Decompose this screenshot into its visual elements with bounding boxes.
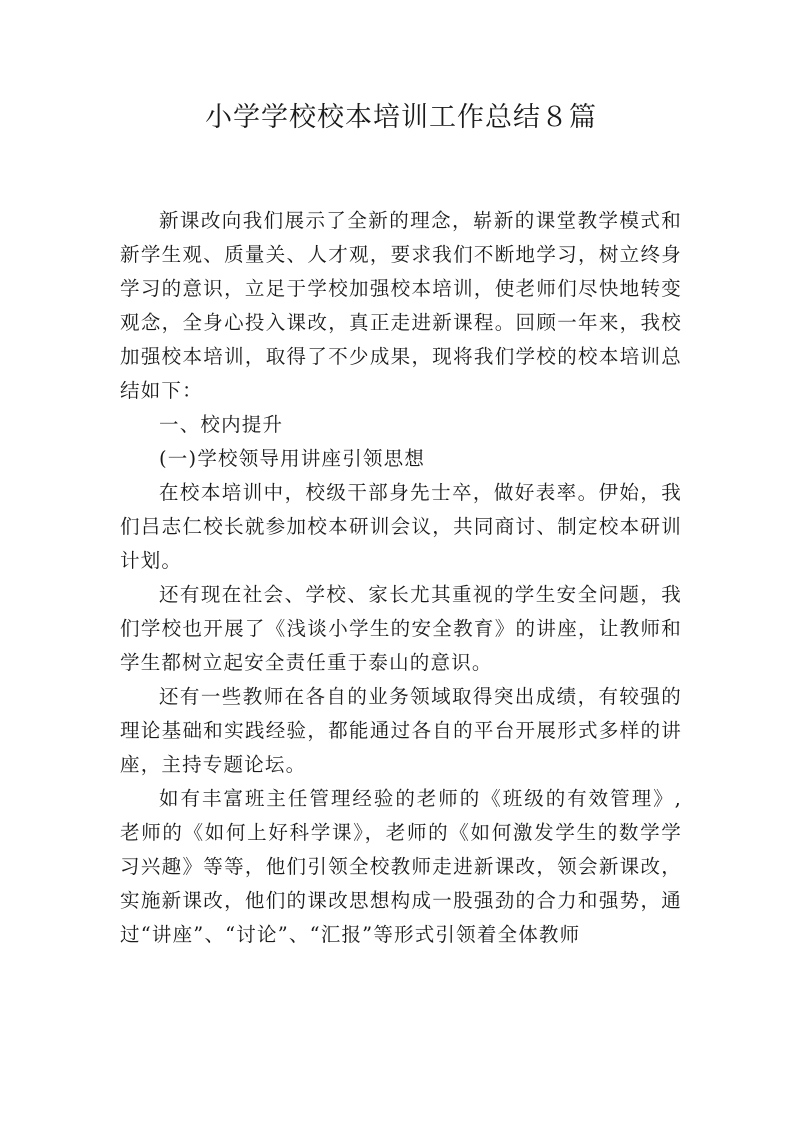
section-heading-1: 一、校内提升	[159, 413, 284, 436]
paragraph-4: 还有一些教师在各自的业务领域取得突出成绩，有较强的理论基础和实践经验，都能通过各自的平台开展形式多样的讲座，主持专题论坛。	[120, 685, 682, 776]
paragraph-2: 在校本培训中，校级干部身先士卒，做好表率。伊始，我们吕志仁校长就参加校本研训会议，共同商讨、制定校本研训计划。	[120, 481, 682, 572]
document-title: 小学学校校本培训工作总结８篇	[205, 102, 597, 133]
subsection-heading-1: (一)学校领导用讲座引领思想	[159, 447, 426, 470]
paragraph-intro: 新课改向我们展示了全新的理念，崭新的课堂教学模式和新学生观、质量关、人才观，要求我们不断地学习，树立终身学习的意识，立足于学校加强校本培训，使老师们尽快地转变观念，全身心投入课改，真正走进新课程。回顾一年来，我校加强校本培训，取得了不少成果，现将我们学校的校本培训总结如下：	[120, 209, 682, 402]
paragraph-3: 还有现在社会、学校、家长尤其重视的学生安全问题，我们学校也开展了《浅谈小学生的安全教育》的讲座，让教师和学生都树立起安全责任重于泰山的意识。	[120, 583, 682, 674]
paragraph-5: 如有丰富班主任管理经验的老师的《班级的有效管理》,老师的《如何上好科学课》，老师的《如何激发学生的数学学习兴趣》等等，他们引领全校教师走进新课改，领会新课改，实施新课改，他们的课改思想构成一股强劲的合力和强势，通过“讲座”、“讨论”、“汇报”等形式引领着全体教师	[120, 787, 682, 946]
